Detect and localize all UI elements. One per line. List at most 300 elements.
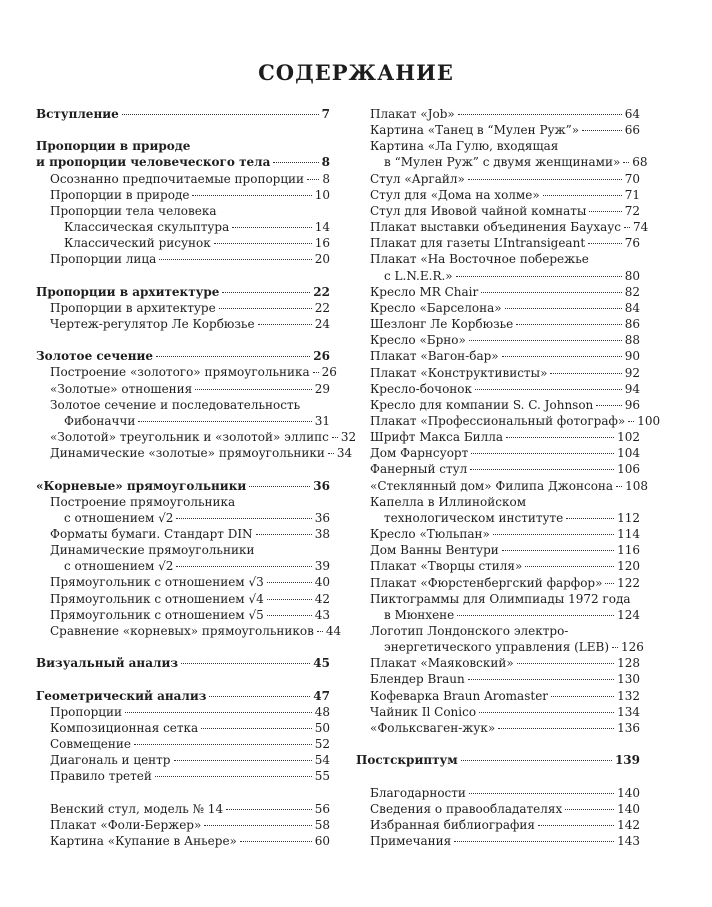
toc-entry-label: Прямоугольник с отношением √5 (50, 607, 264, 622)
dot-leader (502, 356, 622, 357)
toc-entry-label: Плакат «Профессиональный фотограф» (370, 413, 626, 428)
toc-entry[interactable] (36, 574, 330, 590)
toc-entry[interactable] (36, 720, 330, 736)
toc-page-number: 130 (617, 672, 640, 687)
toc-entry[interactable] (36, 542, 330, 558)
toc-entry[interactable] (36, 219, 330, 235)
toc-page-number: 128 (617, 656, 640, 671)
dot-leader (456, 276, 622, 277)
toc-page-number: 52 (314, 737, 330, 751)
dot-leader (267, 582, 312, 583)
dot-leader (468, 679, 614, 680)
toc-page-number: 32 (340, 430, 357, 445)
dot-leader (122, 114, 319, 115)
toc-entry[interactable] (356, 445, 640, 461)
dot-leader (481, 292, 621, 293)
toc-entry-label: энергетического управления (LEB) (384, 640, 609, 655)
toc-entry[interactable] (356, 429, 640, 445)
dot-leader (156, 356, 310, 357)
dot-leader (125, 712, 312, 713)
toc-section-heading[interactable] (36, 655, 330, 671)
dot-leader (267, 615, 312, 616)
toc-page-number: 60 (314, 833, 330, 848)
toc-entry-label: Динамические «золотые» прямоугольники (50, 446, 325, 461)
toc-entry[interactable] (356, 122, 640, 138)
toc-page-number: 29 (314, 381, 330, 396)
toc-section-heading[interactable] (36, 106, 330, 122)
toc-entry-label: Дом Ванны Вентури (370, 543, 499, 558)
toc-entry-label: Фанерный стул (370, 462, 468, 477)
dot-leader (538, 825, 614, 826)
dot-leader (605, 583, 614, 584)
toc-entry-label: Картина «Танец в “Мулен Руж”» (370, 123, 580, 138)
toc-page-number: 143 (617, 834, 640, 848)
dot-leader (624, 227, 630, 228)
dot-leader (458, 114, 622, 115)
toc-entry[interactable] (356, 251, 640, 267)
dot-leader (469, 793, 614, 794)
toc-entry-label: Фибоначчи (64, 413, 136, 428)
toc-section-heading[interactable] (36, 478, 330, 494)
toc-page-number: 139 (614, 753, 640, 768)
toc-page-number: 84 (624, 300, 640, 315)
toc-page-number: 66 (624, 123, 640, 138)
toc-page-number: 126 (621, 640, 644, 655)
dot-leader (256, 534, 312, 535)
toc-entry-label: Построение «золотого» прямоугольника (50, 365, 310, 380)
toc-entry-label: Совмещение (50, 737, 131, 751)
section-gap (36, 122, 330, 138)
dot-leader (623, 162, 629, 163)
toc-entry-label: Сравнение «корневых» прямоугольников (50, 623, 314, 638)
toc-section-heading[interactable] (36, 688, 330, 704)
dot-leader (502, 550, 614, 551)
section-gap (356, 768, 640, 784)
dot-leader (328, 453, 334, 454)
toc-entry[interactable] (36, 364, 337, 380)
dot-leader (461, 760, 612, 761)
toc-entry[interactable] (36, 801, 330, 817)
toc-entry-label: Плакат «Творцы стиля» (370, 559, 523, 574)
toc-entry-label: Плакат «Конструктивисты» (370, 365, 548, 380)
toc-entry-label: Геометрический анализ (36, 688, 207, 703)
toc-entry-label: Визуальный анализ (36, 656, 179, 671)
toc-entry-label: Стул для «Дома на холме» (370, 187, 540, 202)
toc-page-number: 86 (624, 317, 640, 332)
toc-entry-label: «Стеклянный дом» Филипа Джонсона (370, 478, 614, 493)
dot-leader (214, 243, 312, 244)
toc-page-number: 92 (624, 365, 640, 380)
toc-page-number: 64 (624, 107, 640, 121)
toc-left-column (36, 106, 357, 849)
dot-leader (226, 809, 312, 810)
toc-entry[interactable] (356, 833, 640, 849)
toc-entry-label: Вступление (36, 107, 119, 121)
section-gap (36, 784, 330, 800)
toc-page-number: 116 (617, 543, 640, 558)
dot-leader (596, 405, 621, 406)
toc-entry[interactable] (356, 348, 640, 364)
toc-entry-label: «Корневые» прямоугольники (36, 478, 247, 493)
dot-leader (469, 340, 622, 341)
toc-entry-label: Композиционная сетка (50, 720, 199, 735)
dot-leader (493, 534, 614, 535)
toc-entry[interactable] (356, 397, 640, 413)
dot-leader (468, 179, 622, 180)
dot-leader (219, 308, 312, 309)
dot-leader (258, 324, 312, 325)
dot-leader (516, 324, 621, 325)
toc-page-number: 134 (617, 704, 640, 719)
page-title: СОДЕРЖАНИЕ (258, 60, 454, 85)
toc-entry-label: Прямоугольник с отношением √4 (50, 591, 264, 606)
toc-entry-label: Кресло «Барселона» (370, 300, 502, 315)
toc-page-number: 104 (617, 446, 640, 461)
toc-entry-label: с отношением √2 (64, 559, 174, 574)
dot-leader (204, 825, 311, 826)
toc-page-number: 108 (625, 478, 648, 493)
toc-entry[interactable] (36, 526, 330, 542)
toc-entry-label: Пропорции лица (50, 252, 157, 267)
toc-page-number: 26 (321, 365, 337, 380)
toc-page-number: 50 (314, 720, 330, 735)
toc-entry-label: Пропорции в природе (36, 139, 191, 154)
toc-page-number: 80 (624, 268, 640, 283)
dot-leader (475, 389, 622, 390)
toc-section-heading[interactable] (36, 138, 330, 154)
toc-entry[interactable] (356, 639, 644, 655)
toc-page-number: 34 (336, 446, 353, 461)
toc-list-left (36, 106, 357, 849)
toc-page-number: 48 (314, 704, 330, 719)
toc-entry[interactable] (356, 154, 648, 170)
dot-leader (505, 308, 622, 309)
toc-entry-label: Классический рисунок (64, 236, 211, 251)
toc-entry[interactable] (36, 413, 330, 429)
toc-entry-label: Логотип Лондонского электро- (370, 624, 569, 638)
toc-entry[interactable] (356, 526, 640, 542)
toc-page-number: 22 (314, 300, 330, 315)
dot-leader (138, 421, 311, 422)
toc-entry[interactable] (36, 510, 330, 526)
toc-entry[interactable] (36, 591, 330, 607)
toc-page-number: 36 (313, 478, 330, 493)
toc-entry-label: Динамические прямоугольники (50, 543, 255, 558)
toc-entry[interactable] (356, 138, 640, 154)
toc-entry[interactable] (36, 494, 330, 510)
toc-entry-label: Шрифт Макса Билла (370, 430, 504, 445)
dot-leader (174, 760, 312, 761)
toc-entry-label: и пропорции человеческого тела (36, 155, 271, 170)
toc-page-number: 40 (314, 575, 330, 590)
toc-page-number: 22 (313, 284, 330, 299)
dot-leader (222, 292, 310, 293)
toc-page-number: 16 (314, 236, 330, 251)
toc-entry[interactable] (356, 623, 640, 639)
toc-entry-label: Кресло-бочонок (370, 381, 473, 396)
toc-entry[interactable] (36, 171, 330, 187)
dot-leader (181, 663, 310, 664)
toc-page-number: 56 (314, 801, 330, 816)
toc-entry-label: Пропорции в природе (50, 187, 190, 202)
toc-entry[interactable] (356, 300, 640, 316)
toc-entry-label: Кресло MR Chair (370, 284, 479, 299)
toc-entry-label: Шезлонг Ле Корбюзье (370, 317, 514, 332)
dot-leader (209, 696, 310, 697)
toc-entry-label: Сведения о правообладателях (370, 801, 563, 816)
section-gap (36, 461, 330, 477)
toc-entry-label: Благодарности (370, 785, 466, 800)
dot-leader (628, 421, 634, 422)
toc-section-heading[interactable] (36, 284, 330, 300)
toc-entry[interactable] (36, 607, 330, 623)
toc-page-number: 71 (624, 187, 640, 202)
toc-entry-label: с отношением √2 (64, 510, 174, 525)
dot-leader (551, 696, 614, 697)
toc-entry-label: Венский стул, модель № 14 (50, 801, 224, 816)
toc-page-number: 102 (617, 430, 640, 445)
toc-entry[interactable] (356, 171, 640, 187)
toc-page-number: 39 (314, 559, 330, 574)
toc-entry[interactable] (356, 704, 640, 720)
dot-leader (332, 437, 338, 438)
toc-entry-label: Кофеварка Braun Aromaster (370, 688, 549, 703)
toc-entry[interactable] (356, 203, 640, 219)
dot-leader (232, 227, 311, 228)
section-gap (356, 736, 640, 752)
toc-entry[interactable] (356, 510, 640, 526)
dot-leader (582, 130, 622, 131)
toc-entry-label: технологическом институте (384, 510, 564, 525)
dot-leader (313, 372, 319, 373)
dot-leader (267, 599, 312, 600)
toc-entry-label: Прямоугольник с отношением √3 (50, 575, 264, 590)
toc-entry[interactable] (36, 397, 330, 413)
toc-entry[interactable] (356, 316, 640, 332)
dot-leader (159, 259, 311, 260)
toc-entry-label: Построение прямоугольника (50, 494, 236, 509)
dot-leader (176, 566, 311, 567)
toc-entry-label: Кресло для компании S. C. Johnson (370, 397, 594, 412)
toc-page-number: 112 (617, 510, 640, 525)
toc-entry[interactable] (36, 203, 330, 219)
toc-entry-label: Пропорции в архитектуре (36, 284, 220, 299)
toc-entry-label: Избранная библиография (370, 817, 535, 832)
toc-entry[interactable] (36, 429, 357, 445)
toc-entry-label: Чертеж-регулятор Ле Корбюзье (50, 317, 255, 331)
toc-entry[interactable] (36, 704, 330, 720)
toc-page-number: 100 (637, 413, 661, 428)
toc-entry-label: в “Мулен Руж” с двумя женщинами» (384, 155, 621, 170)
toc-page-number: 72 (624, 203, 640, 218)
toc-entry[interactable] (356, 655, 640, 671)
toc-entry[interactable] (356, 785, 640, 801)
toc-entry[interactable] (356, 284, 640, 300)
toc-entry-label: Плакат «Маяковский» (370, 656, 514, 671)
dot-leader (543, 195, 622, 196)
toc-entry-label: Золотое сечение и последовательность (50, 397, 301, 412)
dot-leader (612, 647, 618, 648)
toc-entry-label: Форматы бумаги. Стандарт DIN (50, 527, 253, 541)
toc-entry[interactable] (356, 801, 640, 817)
toc-entry-label: Кресло «Брно» (370, 333, 466, 348)
section-gap (36, 639, 330, 655)
toc-page-number: 36 (314, 510, 330, 525)
toc-page-number: 45 (313, 656, 330, 671)
toc-page-number: 140 (617, 785, 640, 800)
toc-entry[interactable] (36, 251, 330, 267)
dot-leader (201, 728, 312, 729)
dot-leader (517, 663, 614, 664)
toc-page-number: 47 (313, 688, 330, 703)
toc-entry-label: «Фольксваген-жук» (370, 720, 496, 735)
toc-entry-label: Диагональ и центр (50, 753, 171, 768)
dot-leader (249, 486, 310, 487)
dot-leader (192, 195, 311, 196)
toc-page-number: 96 (624, 397, 640, 412)
toc-entry-label: с L.N.E.R.» (384, 268, 453, 283)
toc-page-number: 74 (633, 220, 649, 235)
toc-entry-label: Картина «Ла Гулю, входящая (370, 139, 559, 154)
toc-entry[interactable] (356, 817, 640, 833)
toc-page-number: 140 (617, 801, 640, 816)
dot-leader (454, 841, 614, 842)
toc-entry[interactable] (36, 187, 330, 203)
toc-entry[interactable] (356, 591, 640, 607)
toc-page-number: 76 (624, 236, 640, 251)
dot-leader (525, 566, 614, 567)
toc-page-number: 14 (314, 220, 330, 235)
dot-leader (134, 744, 312, 745)
toc-section-heading[interactable] (356, 752, 640, 768)
toc-entry-label: в Мюнхене (384, 607, 455, 622)
toc-entry-label: Чайник Il Conico (370, 704, 477, 719)
dot-leader (317, 631, 323, 632)
toc-entry[interactable] (36, 558, 330, 574)
toc-section-heading[interactable] (36, 154, 330, 170)
toc-entry[interactable] (356, 106, 640, 122)
toc-entry-label: Капелла в Иллинойском (370, 494, 527, 509)
toc-entry[interactable] (356, 219, 649, 235)
dot-leader (565, 809, 614, 810)
toc-entry[interactable] (356, 381, 640, 397)
toc-entry-label: Плакат «Фюрстенбергский фарфор» (370, 575, 603, 590)
dot-leader (566, 518, 614, 519)
toc-page-number: 136 (617, 720, 640, 735)
toc-page-number: 82 (624, 284, 640, 299)
toc-entry[interactable] (356, 478, 648, 494)
toc-entry-label: Дом Фарнсуорт (370, 446, 469, 461)
toc-section-heading[interactable] (36, 348, 330, 364)
toc-page-number: 70 (624, 171, 640, 186)
toc-page-number: 124 (617, 607, 640, 622)
toc-entry-label: Плакат «На Восточное побережье (370, 252, 589, 267)
dot-leader (240, 841, 312, 842)
toc-page-number: 114 (617, 527, 640, 542)
toc-page-number: 58 (314, 817, 330, 832)
toc-entry-label: Плакат для газеты L’Intransigeant (370, 236, 586, 251)
toc-entry[interactable] (356, 542, 640, 558)
toc-entry[interactable] (356, 671, 640, 687)
toc-entry[interactable] (356, 365, 640, 381)
toc-entry[interactable] (356, 558, 640, 574)
dot-leader (479, 712, 614, 713)
toc-entry-label: Пропорции (50, 704, 122, 719)
toc-entry[interactable] (36, 752, 330, 768)
dot-leader (471, 453, 614, 454)
toc-entry[interactable] (36, 817, 330, 833)
toc-entry[interactable] (356, 413, 661, 429)
section-gap (36, 671, 330, 687)
toc-page-number: 132 (617, 688, 640, 703)
toc-entry[interactable] (356, 187, 640, 203)
toc-entry-label: «Золотой» треугольник и «золотой» эллипс (50, 430, 329, 445)
toc-entry[interactable] (36, 445, 353, 461)
toc-entry[interactable] (36, 235, 330, 251)
toc-page-number: 42 (314, 591, 330, 606)
toc-entry[interactable] (36, 316, 330, 332)
toc-page-number: 26 (313, 349, 330, 364)
section-gap (36, 332, 330, 348)
toc-entry[interactable] (36, 300, 330, 316)
toc-page-number: 38 (314, 527, 330, 541)
toc-page-number: 8 (322, 171, 330, 186)
toc-entry-label: Плакат выставки объединения Баухаус (370, 220, 622, 235)
toc-list-right (356, 106, 661, 849)
toc-entry-label: Стул «Аргайл» (370, 171, 465, 186)
toc-entry-label: Осознанно предпочитаемые пропорции (50, 171, 305, 186)
toc-entry[interactable] (356, 688, 640, 704)
toc-entry-label: Плакат «Фоли-Бержер» (50, 817, 202, 832)
toc-page-number: 10 (314, 187, 330, 202)
toc-entry[interactable] (36, 768, 330, 784)
toc-entry-label: Правило третей (50, 769, 152, 784)
dot-leader (589, 211, 621, 212)
toc-entry[interactable] (356, 235, 640, 251)
toc-entry-label: Блендер Braun (370, 672, 465, 687)
toc-entry[interactable] (356, 494, 640, 510)
toc-entry[interactable] (36, 381, 330, 397)
toc-entry-label: Плакат «Job» (370, 107, 455, 121)
dot-leader (506, 437, 614, 438)
toc-entry-label: Пропорции тела человека (50, 203, 217, 218)
toc-entry-label: Стул для Ивовой чайной комнаты (370, 203, 587, 218)
toc-entry[interactable] (356, 575, 640, 591)
toc-page-number: 20 (314, 252, 330, 267)
toc-page-number: 142 (617, 817, 640, 832)
toc-entry[interactable] (356, 607, 640, 623)
toc-page-number: 54 (314, 753, 330, 768)
toc-entry-label: Примечания (370, 834, 452, 848)
toc-page-number: 31 (314, 413, 330, 428)
toc-entry-label: «Золотые» отношения (50, 381, 193, 396)
toc-entry[interactable] (36, 833, 330, 849)
dot-leader (498, 728, 614, 729)
toc-entry-label: Картина «Купание в Аньере» (50, 833, 237, 848)
dot-leader (588, 243, 622, 244)
toc-entry[interactable] (36, 736, 330, 752)
toc-entry[interactable] (356, 332, 640, 348)
toc-entry[interactable] (356, 461, 640, 477)
toc-entry[interactable] (36, 623, 342, 639)
toc-entry[interactable] (356, 268, 640, 284)
toc-page-number: 55 (314, 769, 330, 784)
toc-page-number: 68 (632, 155, 648, 170)
toc-page-number: 94 (624, 381, 640, 396)
toc-entry[interactable] (356, 720, 640, 736)
toc-page-number: 120 (617, 559, 640, 574)
toc-entry-label: Плакат «Вагон-бар» (370, 349, 499, 364)
